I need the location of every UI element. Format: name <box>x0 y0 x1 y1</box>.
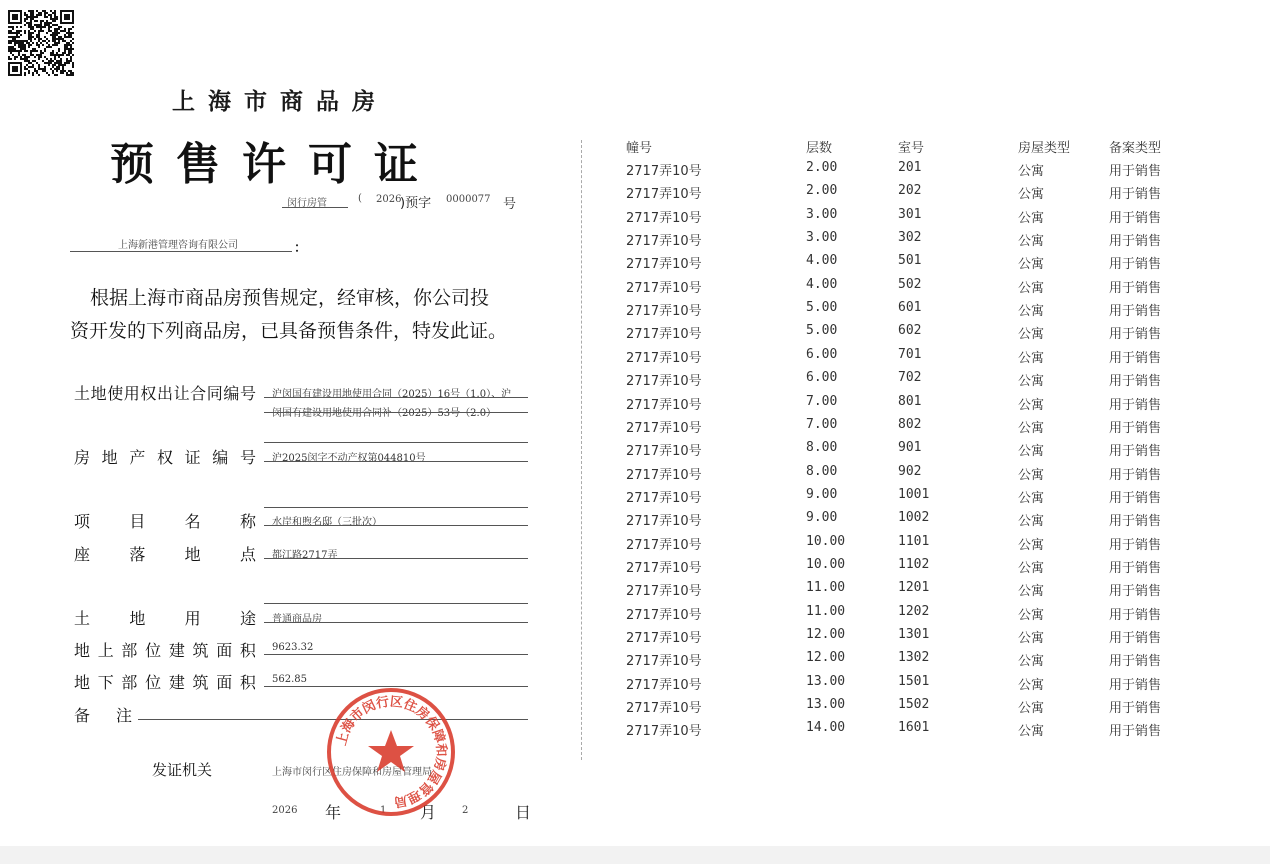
table-row <box>0 440 1270 463</box>
cell-building: 2717弄10号 <box>626 537 702 553</box>
cell-room: 602 <box>898 323 922 339</box>
cell-record: 用于销售 <box>1109 350 1162 366</box>
cell-type: 公寓 <box>1018 724 1045 740</box>
field-label-char: 土 <box>74 609 91 628</box>
cell-building: 2717弄10号 <box>626 210 702 226</box>
seal-text: 上海市闵行区住房保障和房屋管理局 <box>334 694 449 810</box>
cell-floor: 8.00 <box>806 440 838 456</box>
cell-record: 用于销售 <box>1109 327 1162 343</box>
cell-record: 用于销售 <box>1109 607 1162 623</box>
cell-floor: 13.00 <box>806 673 846 689</box>
cell-type: 公寓 <box>1018 537 1045 553</box>
cell-floor: 11.00 <box>806 603 846 619</box>
cell-building: 2717弄10号 <box>626 280 702 296</box>
field-label-char: 产 <box>129 448 146 467</box>
cell-record: 用于销售 <box>1109 467 1162 483</box>
table-row <box>0 300 1270 323</box>
table-row <box>0 464 1270 487</box>
field-label-char: 让 <box>173 384 190 403</box>
cell-type: 公寓 <box>1018 701 1045 717</box>
field-value-location: 都江路2717弄 <box>272 550 338 561</box>
cell-type: 公寓 <box>1018 514 1045 530</box>
table-row <box>0 510 1270 533</box>
cell-building: 2717弄10号 <box>626 560 702 576</box>
cell-record: 用于销售 <box>1109 490 1162 506</box>
cell-building: 2717弄10号 <box>626 654 702 670</box>
cell-floor: 4.00 <box>806 253 838 269</box>
cell-type: 公寓 <box>1018 257 1045 273</box>
cell-type: 公寓 <box>1018 280 1045 296</box>
cell-floor: 4.00 <box>806 276 838 292</box>
cell-building: 2717弄10号 <box>626 514 702 530</box>
document-title-line1: 上海市商品房 <box>172 89 388 115</box>
cell-floor: 7.00 <box>806 393 838 409</box>
cell-record: 用于销售 <box>1109 164 1162 179</box>
cell-room: 902 <box>898 463 922 479</box>
field-label-char: 用 <box>184 609 201 628</box>
field-label-char: 同 <box>206 384 223 403</box>
cell-floor: 2.00 <box>806 160 838 175</box>
cell-record: 用于销售 <box>1109 654 1162 670</box>
field-label-char: 权 <box>156 448 173 467</box>
license-suffix: )预字 <box>400 196 432 211</box>
cell-floor: 6.00 <box>806 346 838 362</box>
license-prefix: 闵行房管 <box>287 198 327 209</box>
cell-type: 公寓 <box>1018 490 1045 506</box>
cell-record: 用于销售 <box>1109 187 1162 203</box>
table-row <box>0 160 1270 183</box>
cell-record: 用于销售 <box>1109 537 1162 553</box>
field-label-char: 落 <box>129 545 146 564</box>
table-row <box>0 697 1270 720</box>
cell-floor: 5.00 <box>806 300 838 316</box>
cell-room: 201 <box>898 160 922 175</box>
cell-room: 302 <box>898 230 922 246</box>
company-colon: ： <box>294 241 308 256</box>
cell-type: 公寓 <box>1018 560 1045 576</box>
cell-type: 公寓 <box>1018 631 1045 646</box>
paragraph-line1: 根据上海市商品房预售规定，经审核，你公司投 <box>90 287 490 309</box>
field-value-above-ground-area: 9623.32 <box>272 642 314 653</box>
cell-room: 1302 <box>898 650 930 666</box>
cell-building: 2717弄10号 <box>626 397 702 413</box>
table-row <box>0 394 1270 417</box>
cell-building: 2717弄10号 <box>626 374 702 390</box>
cell-record: 用于销售 <box>1109 420 1162 436</box>
cell-floor: 13.00 <box>806 697 846 713</box>
field-label-char: 上 <box>97 641 114 660</box>
cell-type: 公寓 <box>1018 467 1045 483</box>
field-label-char: 名 <box>184 512 201 531</box>
document-title-line2: 预售许可证 <box>110 139 440 190</box>
cell-record: 用于销售 <box>1109 560 1162 576</box>
table-row <box>0 323 1270 346</box>
cell-type: 公寓 <box>1018 327 1045 343</box>
cell-building: 2717弄10号 <box>626 420 702 436</box>
scan-bottom-edge <box>0 846 1270 864</box>
field-value-project-name: 水岸和煦名邸（三批次） <box>272 517 382 528</box>
cell-room: 1601 <box>898 720 930 736</box>
field-label-char: 项 <box>74 512 91 531</box>
cell-type: 公寓 <box>1018 397 1045 413</box>
cell-building: 2717弄10号 <box>626 164 702 179</box>
date-month: 1 <box>380 805 387 816</box>
cell-room: 1301 <box>898 627 930 642</box>
field-label-char: 地 <box>74 673 91 692</box>
table-row <box>0 253 1270 276</box>
cell-building: 2717弄10号 <box>626 304 702 320</box>
field-value-property-cert: 沪2025闵字不动产权第044810号 <box>272 453 426 464</box>
field-label-char: 编 <box>212 448 229 467</box>
cell-record: 用于销售 <box>1109 374 1162 390</box>
field-label-char: 使 <box>107 384 124 403</box>
date-day: 2 <box>462 805 469 816</box>
cell-type: 公寓 <box>1018 444 1045 460</box>
cell-type: 公寓 <box>1018 164 1045 179</box>
cell-record: 用于销售 <box>1109 724 1162 740</box>
table-row <box>0 370 1270 393</box>
field-label-char: 座 <box>74 545 91 564</box>
cell-floor: 9.00 <box>806 510 838 526</box>
cell-type: 公寓 <box>1018 607 1045 623</box>
field-label-char: 地 <box>90 384 107 403</box>
cell-floor: 5.00 <box>806 323 838 339</box>
field-label-char: 备 <box>74 706 91 725</box>
table-header-type: 房屋类型 <box>1018 141 1071 156</box>
cell-room: 1202 <box>898 603 930 619</box>
date-year-char: 年 <box>325 803 342 822</box>
cell-floor: 11.00 <box>806 580 846 596</box>
cell-type: 公寓 <box>1018 234 1045 250</box>
field-label-char: 点 <box>239 545 256 564</box>
cell-floor: 8.00 <box>806 463 838 479</box>
field-label-char: 土 <box>74 384 91 403</box>
field-label-char: 权 <box>140 384 157 403</box>
field-label-char: 筑 <box>192 673 209 692</box>
table-header-floor: 层数 <box>806 141 833 156</box>
cell-room: 1501 <box>898 673 930 689</box>
field-label-char: 积 <box>239 641 256 660</box>
field-value-land-contract: 沪闵国有建设用地使用合同（2025）16号（1.0）、沪 <box>272 389 512 400</box>
field-label-char: 位 <box>145 673 162 692</box>
field-label-char: 房 <box>74 448 91 467</box>
cell-room: 901 <box>898 440 922 456</box>
cell-floor: 3.00 <box>806 206 838 222</box>
cell-room: 802 <box>898 416 922 432</box>
table-row <box>0 557 1270 580</box>
table-row <box>0 720 1270 743</box>
cell-room: 502 <box>898 276 922 292</box>
cell-type: 公寓 <box>1018 584 1045 600</box>
cell-floor: 3.00 <box>806 230 838 246</box>
cell-floor: 12.00 <box>806 627 846 642</box>
cell-room: 801 <box>898 393 922 409</box>
field-label-char: 合 <box>190 384 207 403</box>
field-label-char: 地 <box>101 448 118 467</box>
table-row <box>0 604 1270 627</box>
field-label-char: 筑 <box>192 641 209 660</box>
cell-floor: 9.00 <box>806 486 838 502</box>
field-value-below-ground-area: 562.85 <box>272 674 307 685</box>
table-row <box>0 207 1270 230</box>
cell-record: 用于销售 <box>1109 631 1162 646</box>
cell-type: 公寓 <box>1018 210 1045 226</box>
cell-building: 2717弄10号 <box>626 350 702 366</box>
cell-room: 1201 <box>898 580 930 596</box>
field-label-char: 面 <box>216 673 233 692</box>
field-label-char: 部 <box>121 673 138 692</box>
cell-room: 1502 <box>898 697 930 713</box>
field-label-char: 目 <box>129 512 146 531</box>
field-label-char: 建 <box>168 641 185 660</box>
table-row <box>0 674 1270 697</box>
cell-room: 601 <box>898 300 922 316</box>
qr-code-icon <box>8 10 74 76</box>
cell-building: 2717弄10号 <box>626 187 702 203</box>
field-label-char: 称 <box>239 512 256 531</box>
field-label-char: 部 <box>121 641 138 660</box>
cell-floor: 14.00 <box>806 720 846 736</box>
cell-room: 1002 <box>898 510 930 526</box>
field-label-char: 位 <box>145 641 162 660</box>
cell-record: 用于销售 <box>1109 397 1162 413</box>
cell-type: 公寓 <box>1018 350 1045 366</box>
company-name: 上海新港管理咨询有限公司 <box>118 240 238 251</box>
field-label-char: 地 <box>129 609 146 628</box>
cell-building: 2717弄10号 <box>626 234 702 250</box>
cell-record: 用于销售 <box>1109 304 1162 320</box>
cell-floor: 7.00 <box>806 416 838 432</box>
cell-type: 公寓 <box>1018 677 1045 693</box>
table-header-record: 备案类型 <box>1109 141 1162 156</box>
field-label-char: 号 <box>239 448 256 467</box>
issuer-label: 发证机关 <box>152 761 213 779</box>
cell-building: 2717弄10号 <box>626 724 702 740</box>
cell-building: 2717弄10号 <box>626 467 702 483</box>
cell-floor: 12.00 <box>806 650 846 666</box>
cell-building: 2717弄10号 <box>626 607 702 623</box>
table-row <box>0 277 1270 300</box>
field-label-char: 出 <box>156 384 173 403</box>
cell-record: 用于销售 <box>1109 584 1162 600</box>
cell-type: 公寓 <box>1018 654 1045 670</box>
field-value2-land-contract: 闵国有建设用地使用合同补（2025）53号（2.0） <box>272 408 497 419</box>
license-number: 0000077 <box>446 194 491 205</box>
date-year: 2026 <box>272 805 298 816</box>
table-row <box>0 230 1270 253</box>
cell-record: 用于销售 <box>1109 280 1162 296</box>
cell-record: 用于销售 <box>1109 444 1162 460</box>
cell-room: 1101 <box>898 533 930 549</box>
cell-record: 用于销售 <box>1109 677 1162 693</box>
cell-room: 202 <box>898 183 922 199</box>
cell-building: 2717弄10号 <box>626 444 702 460</box>
field-label-char: 用 <box>123 384 140 403</box>
cell-type: 公寓 <box>1018 304 1045 320</box>
license-year: 2026 <box>376 194 402 205</box>
field-label-char: 注 <box>115 706 132 725</box>
cell-room: 1001 <box>898 486 930 502</box>
table-header-building: 幢号 <box>626 141 653 156</box>
license-hao: 号 <box>503 197 517 212</box>
cell-floor: 10.00 <box>806 556 846 572</box>
cell-building: 2717弄10号 <box>626 257 702 273</box>
field-label-char: 地 <box>184 545 201 564</box>
cell-record: 用于销售 <box>1109 257 1162 273</box>
cell-building: 2717弄10号 <box>626 584 702 600</box>
cell-record: 用于销售 <box>1109 514 1162 530</box>
field-label-char: 号 <box>239 384 256 403</box>
field-label-char: 途 <box>239 609 256 628</box>
field-label-char: 建 <box>168 673 185 692</box>
cell-floor: 10.00 <box>806 533 846 549</box>
cell-type: 公寓 <box>1018 187 1045 203</box>
table-row <box>0 487 1270 510</box>
table-row <box>0 347 1270 370</box>
cell-floor: 2.00 <box>806 183 838 199</box>
date-month-char: 月 <box>420 803 437 822</box>
license-paren: ( <box>358 193 362 204</box>
issuer-name: 上海市闵行区住房保障和房屋管理局 <box>272 767 432 778</box>
field-label-char: 面 <box>216 641 233 660</box>
field-label-char: 证 <box>184 448 201 467</box>
cell-building: 2717弄10号 <box>626 677 702 693</box>
cell-floor: 6.00 <box>806 370 838 386</box>
cell-building: 2717弄10号 <box>626 327 702 343</box>
field-label-char: 地 <box>74 641 91 660</box>
table-row <box>0 534 1270 557</box>
table-row <box>0 580 1270 603</box>
cell-record: 用于销售 <box>1109 701 1162 717</box>
table-row <box>0 650 1270 673</box>
cell-room: 1102 <box>898 556 930 572</box>
field-label-char: 下 <box>97 673 114 692</box>
cell-room: 301 <box>898 206 922 222</box>
table-row <box>0 183 1270 206</box>
field-value-land-use: 普通商品房 <box>272 614 322 625</box>
date-day-char: 日 <box>515 803 532 822</box>
cell-record: 用于销售 <box>1109 234 1162 250</box>
table-row <box>0 417 1270 440</box>
cell-room: 701 <box>898 346 922 362</box>
cell-room: 702 <box>898 370 922 386</box>
table-row <box>0 627 1270 650</box>
table-header-room: 室号 <box>898 141 925 156</box>
cell-building: 2717弄10号 <box>626 490 702 506</box>
cell-building: 2717弄10号 <box>626 631 702 646</box>
cell-building: 2717弄10号 <box>626 701 702 717</box>
paragraph-line2: 资开发的下列商品房，已具备预售条件，特发此证。 <box>70 320 508 342</box>
cell-type: 公寓 <box>1018 374 1045 390</box>
field-label-char: 积 <box>239 673 256 692</box>
field-label-char: 编 <box>223 384 240 403</box>
cell-type: 公寓 <box>1018 420 1045 436</box>
cell-record: 用于销售 <box>1109 210 1162 226</box>
cell-room: 501 <box>898 253 922 269</box>
